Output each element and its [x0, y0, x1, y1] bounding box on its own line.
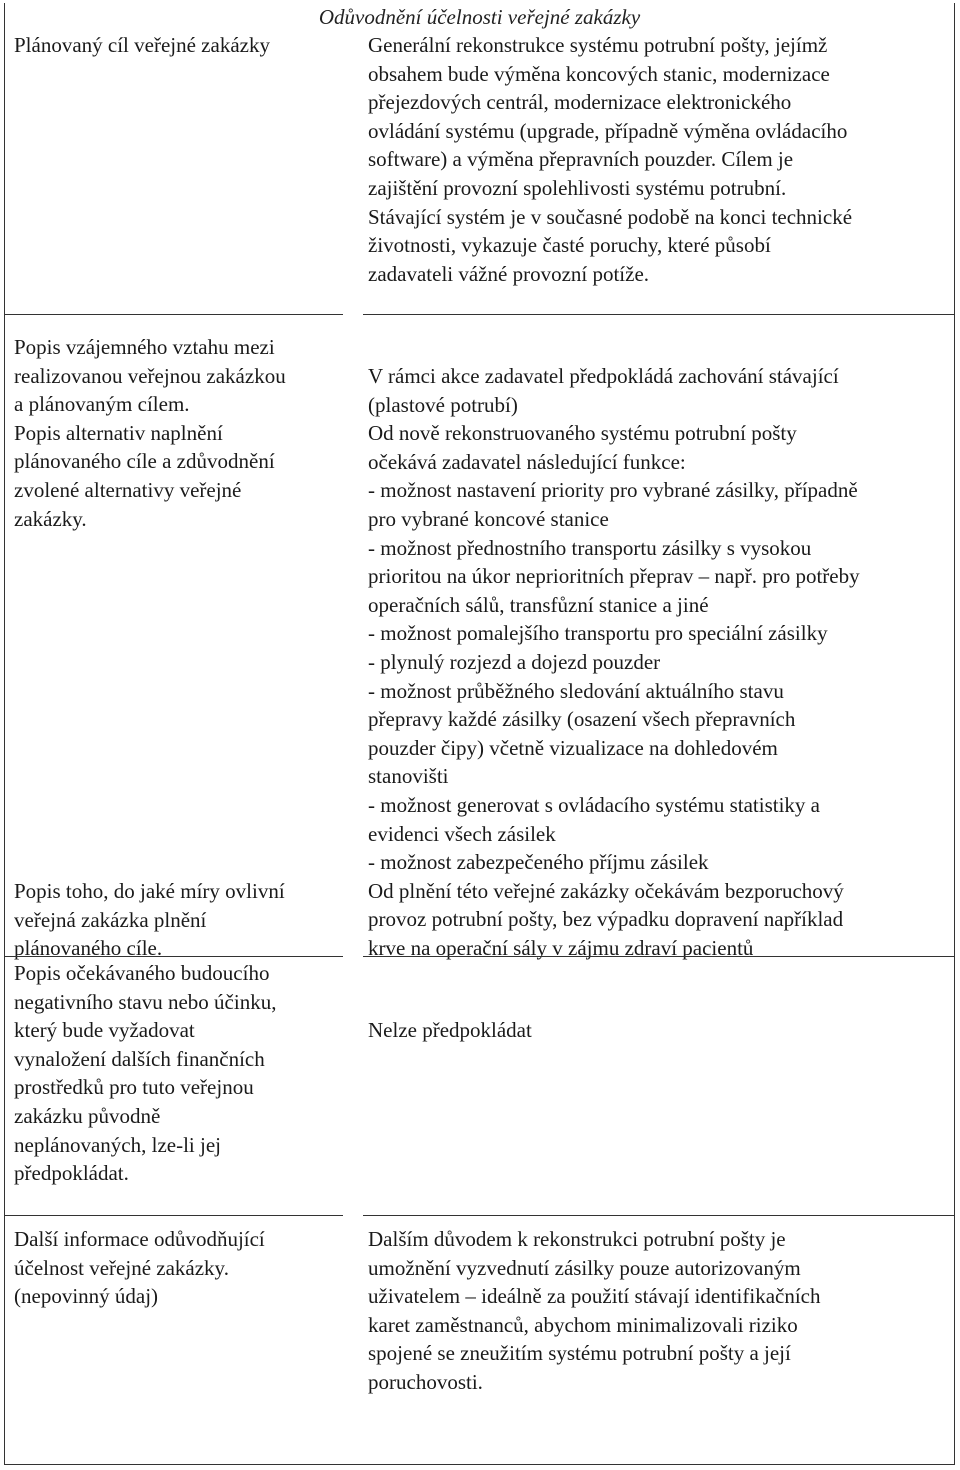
text-line: - možnost přednostního transportu zásilky s vysokou — [368, 535, 812, 560]
text-line: Nelze předpokládat — [368, 1018, 532, 1042]
label-negative-state — [5, 957, 350, 1215]
text-line: krve na operační sály v zájmu zdraví pacientů — [368, 935, 754, 960]
label-planned-goal — [5, 31, 350, 314]
text-line: evidenci všech zásilek — [368, 821, 556, 846]
text-line: Dalším důvodem k rekonstrukci potrubní pošty je — [368, 1227, 786, 1251]
label-line: účelnost veřejné zakázky. — [14, 1255, 229, 1280]
text-line: operačních sálů, transfůzní stanice a jiné — [368, 592, 709, 617]
label-line: Popis očekávaného budoucího — [14, 961, 270, 985]
label-line: (nepovinný údaj) — [14, 1284, 159, 1309]
text-line: Stávající systém je v současné podobě na konci technické — [368, 204, 853, 229]
label-line: realizovanou veřejnou zakázkou — [14, 363, 286, 388]
text-negative-state — [350, 957, 954, 1215]
text-line: obsahem bude výměna koncových stanic, modernizace — [368, 61, 830, 86]
text-line: software) a výměna přepravních pouzder. Cílem je — [368, 147, 794, 172]
label-line: veřejná zakázka plnění — [14, 907, 207, 932]
text-line: přejezdových centrál, modernizace elektronického — [368, 90, 792, 115]
label-line: který bude vyžadovat — [14, 1018, 195, 1043]
text-line: přepravy každé zásilky (osazení všech přepravních — [368, 707, 796, 732]
text-line: ovládání systému (upgrade, případně výměna ovládacího — [368, 118, 848, 143]
text-line: - plynulý rozjezd a dojezd pouzder — [368, 649, 661, 674]
label-line: zvolené alternativy veřejné — [14, 477, 242, 502]
text-line: Generální rekonstrukce systému potrubní pošty, jejímž — [368, 33, 828, 57]
text-line: uživatelem – ideálně za použití stávají identifikačních — [368, 1284, 821, 1309]
text-line: pro vybrané koncové stanice — [368, 506, 609, 531]
text-line: (plastové potrubí) — [368, 392, 518, 417]
justification-table — [4, 3, 955, 1465]
text-planned-goal — [350, 31, 954, 314]
label-line: zakázky. — [14, 506, 87, 531]
row-relationship — [5, 315, 954, 961]
label-line: Popis toho, do jaké míry ovlivní — [14, 879, 285, 904]
row-further-info — [5, 1216, 954, 1397]
text-relationship — [350, 315, 954, 960]
table-title: Odůvodnění účelnosti veřejné zakázky — [318, 5, 641, 29]
text-line: - možnost pomalejšího transportu pro speciální zásilky — [368, 621, 828, 646]
text-line: zajištění provozní spolehlivosti systému potrubní. — [368, 175, 787, 200]
label-line: předpokládat. — [14, 1161, 129, 1186]
label-line: vynaložení dalších finančních — [14, 1046, 265, 1071]
label-further-info — [5, 1216, 350, 1397]
label-line: a plánovaným cílem. — [14, 392, 190, 417]
text-line: poruchovosti. — [368, 1369, 483, 1394]
text-line: očekává zadavatel následující funkce: — [368, 449, 686, 474]
text-line: životnosti, vykazuje časté poruchy, které působí — [368, 233, 771, 258]
row-planned-goal — [5, 31, 954, 314]
text-line: karet zaměstnanců, abychom minimalizovali riziko — [368, 1312, 798, 1337]
text-line: umožnění vyzvednutí zásilky pouze autorizovaným — [368, 1255, 801, 1280]
text-line: pouzder čipy) včetně vizualizace na dohledovém — [368, 735, 778, 760]
text-line: - možnost průběžného sledování aktuálního stavu — [368, 678, 784, 703]
label-line: plánovaného cíle a zdůvodnění — [14, 449, 275, 474]
label-line: plánovaného cíle. — [14, 936, 163, 961]
label-line: negativního stavu nebo účinku, — [14, 989, 277, 1014]
text-line: - možnost nastavení priority pro vybrané zásilky, případně — [368, 478, 858, 503]
text-line: - možnost zabezpečeného příjmu zásilek — [368, 850, 709, 875]
label-line: Popis vzájemného vztahu mezi — [14, 335, 275, 359]
text-line: zadavateli vážné provozní potíže. — [368, 261, 650, 286]
label-line: zakázku původně — [14, 1103, 161, 1128]
text-line: V rámci akce zadavatel předpokládá zachování stávající — [368, 364, 839, 388]
text-line: Od plnění této veřejné zakázky očekávám bezporuchový — [368, 878, 844, 903]
label-line: Další informace odůvodňující — [14, 1227, 265, 1251]
text-line: provoz potrubní pošty, bez výpadku dopravení například — [368, 907, 844, 932]
text-line: prioritou na úkor neprioritních přeprav – např. pro potřeby — [368, 564, 860, 589]
label-line: prostředků pro tuto veřejnou — [14, 1075, 254, 1100]
row-negative-state — [5, 957, 954, 1215]
text-line: - možnost generovat s ovládacího systému statistiky a — [368, 792, 820, 817]
label-relationship — [5, 315, 350, 961]
label-line: Plánovaný cíl veřejné zakázky — [14, 33, 270, 57]
text-line: Od nově rekonstruovaného systému potrubní pošty — [368, 421, 797, 446]
label-line: Popis alternativ naplnění — [14, 420, 223, 445]
text-line: stanovišti — [368, 764, 449, 789]
label-line: neplánovaných, lze-li jej — [14, 1132, 221, 1157]
text-line: spojené se zneužitím systému potrubní pošty a její — [368, 1341, 791, 1366]
text-further-info — [350, 1216, 954, 1397]
